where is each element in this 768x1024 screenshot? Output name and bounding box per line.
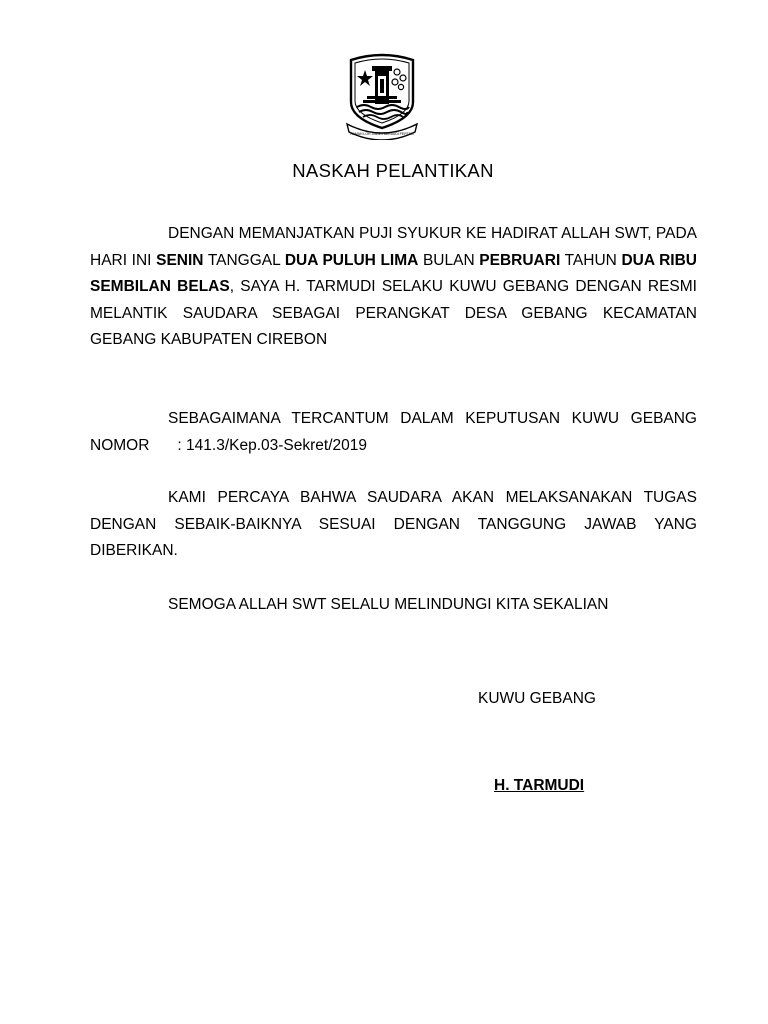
paragraph4-text: SEMOGA ALLAH SWT SELALU MELINDUNGI KITA SEKALIAN [168, 596, 609, 613]
paragraph-prayer [90, 592, 697, 619]
paragraph1-text-5: , SAYA H. TARMUDI SELAKU KUWU GEBANG DENGAN RESMI MELANTIK SAUDARA SEBAGAI PERANGKAT DESA GEBANG KECAMATAN GEBANG KABUPATEN CIREBON [90, 278, 697, 348]
paragraph1-date: DUA PULUH LIMA [284, 251, 419, 269]
paragraph-inauguration [90, 221, 697, 354]
paragraph1-month: PEBRUARI [479, 251, 561, 269]
paragraph3-text: KAMI PERCAYA BAHWA SAUDARA AKAN MELAKSANAKAN TUGAS DENGAN SEBAIK-BAIKNYA SESUAI DENGAN TANGGUNG JAWAB YANG DIBERIKAN. [90, 489, 697, 559]
emblem-motto: RAMAH LOH JINAWI BERBUDI PERTIWI [350, 132, 414, 136]
paragraph1-year: DUA RIBU SEMBILAN BELAS [90, 251, 697, 295]
signature-role: KUWU GEBANG [478, 690, 596, 707]
regency-emblem-icon [345, 52, 419, 140]
paragraph-decree [90, 406, 697, 459]
decree-number: : 141.3/Kep.03-Sekret/2019 [177, 436, 368, 454]
paragraph1-text-1: DENGAN MEMANJATKAN PUJI SYUKUR KE HADIRAT ALLAH SWT, PADA HARI INI [90, 225, 697, 269]
paragraph1-text-2: TANGGAL [203, 251, 285, 269]
signature-name: H. TARMUDI [494, 777, 585, 794]
paragraph1-text-3: BULAN [418, 251, 480, 269]
document-title: NASKAH PELANTIKAN [292, 160, 494, 181]
paragraph1-day: SENIN [156, 251, 204, 269]
paragraph1-text-4: TAHUN [560, 251, 622, 269]
paragraph-trust [90, 485, 697, 565]
paragraph2-text: SEBAGAIMANA TERCANTUM DALAM KEPUTUSAN KUWU GEBANG NOMOR [90, 410, 697, 454]
